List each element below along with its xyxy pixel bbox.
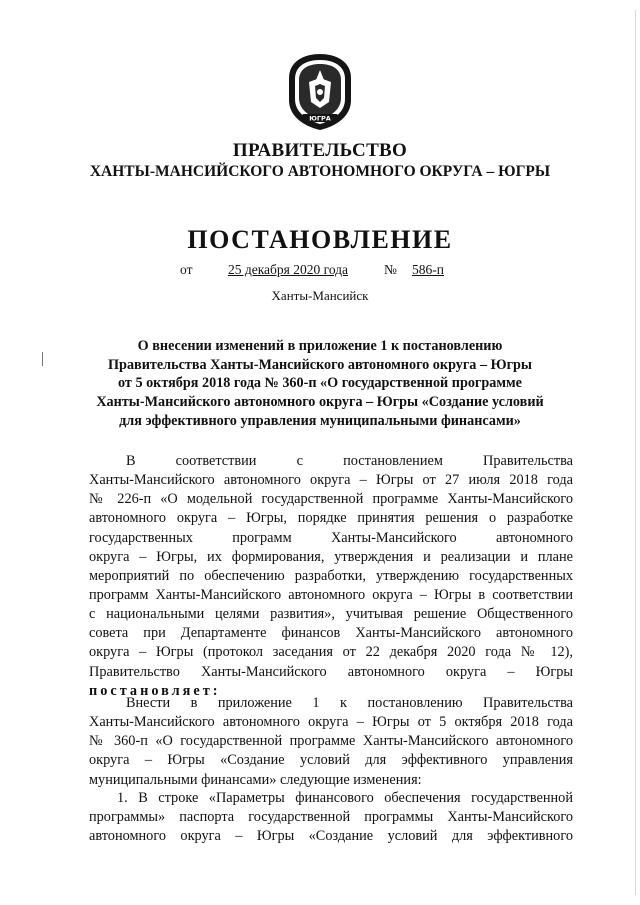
date-prefix: от <box>180 262 193 277</box>
svg-text:ЮГРА: ЮГРА <box>309 114 331 123</box>
subject-line: от 5 октября 2018 года № 360-п «О государственной программе <box>118 375 522 392</box>
text-line: Ханты-Мансийского автономного округа – Югры от 27 июля 2018 года <box>89 472 573 489</box>
text-line: мероприятий по обеспечению разработки, утверждению государственных <box>89 567 573 584</box>
coat-of-arms-emblem <box>285 52 355 132</box>
text-line: программы» паспорта государственной программы Ханты-Мансийского <box>89 809 573 826</box>
subject-line: для эффективного управления муниципальными финансами» <box>119 412 521 429</box>
resolves-word: постановляет <box>89 682 213 699</box>
text-line: В соответствии с постановлением Правительства <box>126 453 573 469</box>
government-name: ПРАВИТЕЛЬСТВО <box>232 140 408 161</box>
number-prefix: № <box>384 262 397 277</box>
subject-line: Ханты-Мансийского автономного округа – Югры «Создание условий <box>96 394 544 411</box>
decree-date: 25 декабря 2020 года <box>227 262 349 277</box>
text-line: муниципальными финансами» следующие изменения: <box>89 771 422 788</box>
text-line: Внести в приложение 1 к постановлению Правительства <box>126 695 573 711</box>
text-line: автономного округа – Югры, порядке принятия решения о разработке <box>89 510 573 527</box>
text-line: государственных программ Ханты-Мансийского автономного <box>89 529 573 546</box>
place-of-issue: Ханты-Мансийск <box>271 288 369 303</box>
text-line: округа – Югры, их формирования, утверждения и реализации и плане <box>89 548 573 565</box>
text-line: совета при Департаменте финансов Ханты-Мансийского автономного <box>89 625 573 642</box>
decree-number: 586-п <box>412 262 444 277</box>
text-line: 1. В строке «Параметры финансового обеспечения государственной <box>117 790 573 806</box>
region-name: ХАНТЫ-МАНСИЙСКОГО АВТОНОМНОГО ОКРУГА – ЮГРЫ <box>89 163 551 180</box>
resolves-colon: : <box>212 682 221 699</box>
text-line: округа – Югры (протокол заседания от 22 декабря 2020 года № 12), <box>89 644 573 661</box>
text-line: программ Ханты-Мансийского автономного округа – Югры в соответствии <box>89 586 573 603</box>
text-line: № 360-п «О государственной программе Ханты-Мансийского автономного <box>89 733 573 750</box>
text-line: № 226-п «О модельной государственной программе Ханты-Мансийского <box>89 491 573 508</box>
preamble-paragraph <box>89 452 573 701</box>
text-line: Правительство Ханты-Мансийского автономного округа – Югры <box>89 663 573 680</box>
decree-subject <box>90 337 550 431</box>
item-1-paragraph <box>89 789 573 846</box>
amendment-paragraph <box>89 694 573 790</box>
margin-mark <box>42 352 43 366</box>
subject-line: О внесении изменений в приложение 1 к постановлению <box>137 338 503 354</box>
text-line: автономного округа – Югры «Создание условий для эффективного <box>89 828 573 845</box>
text-line: Ханты-Мансийского автономного округа – Югры от 5 октября 2018 года <box>89 714 573 731</box>
document-type-title: ПОСТАНОВЛЕНИЕ <box>187 225 453 254</box>
subject-line: Правительства Ханты-Мансийского автономного округа – Югры <box>108 356 532 373</box>
text-line: с национальными целями развития», учитывая решение Общественного <box>89 606 573 623</box>
text-line: округа – Югры «Создание условий для эффективного управления <box>89 752 573 769</box>
